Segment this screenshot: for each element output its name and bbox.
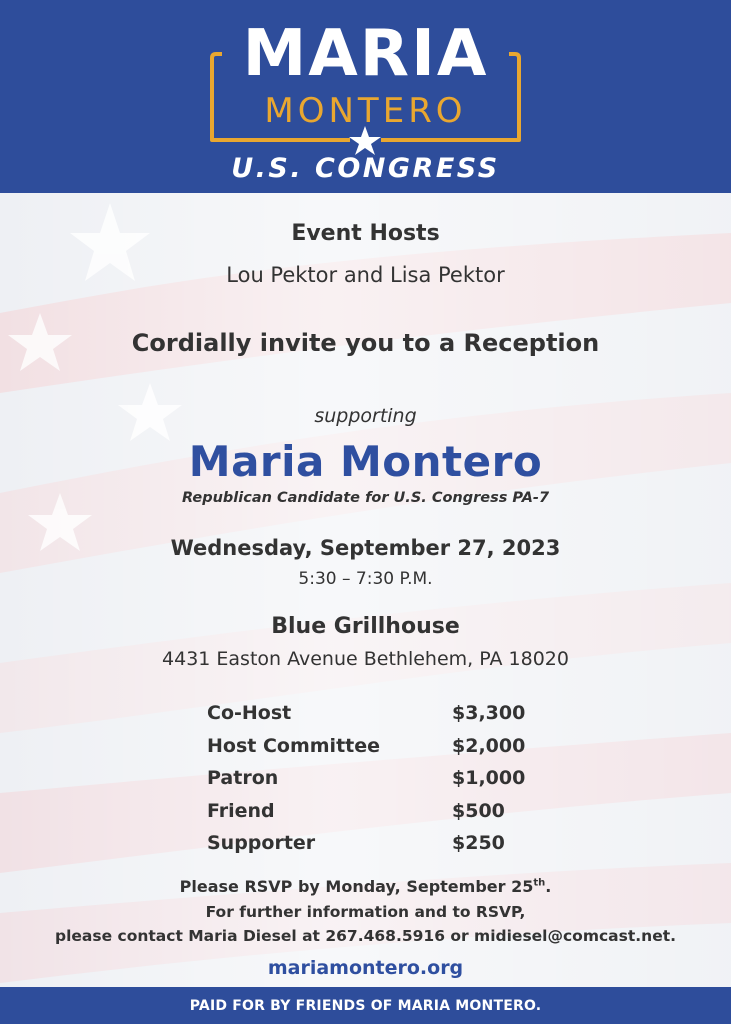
candidate-subtitle: Republican Candidate for U.S. Congress PA-7 — [181, 490, 550, 506]
logo-surname: MONTERO — [264, 91, 467, 131]
hosts-heading: Event Hosts — [291, 221, 440, 246]
flag-watermark — [0, 193, 731, 987]
host-names: Lou Pektor and Lisa Pektor — [226, 263, 505, 287]
flag-background — [0, 193, 731, 987]
contribution-levels — [207, 697, 547, 860]
level-amount: $3,300 — [452, 702, 526, 725]
level-name: Supporter — [207, 832, 316, 855]
level-amount: $500 — [452, 799, 505, 822]
level-row — [207, 827, 547, 860]
rsvp-ordinal: th — [533, 877, 546, 889]
supporting-text: supporting — [314, 405, 417, 427]
level-row — [207, 730, 547, 763]
rsvp-info-line2: please contact Maria Diesel at 267.468.5916 or midiesel@comcast.net. — [55, 927, 676, 945]
level-amount: $2,000 — [452, 734, 526, 757]
invitation-text: Cordially invite you to a Reception — [131, 329, 600, 357]
level-name: Host Committee — [207, 734, 381, 757]
website-link[interactable]: mariamontero.org — [267, 957, 464, 979]
rsvp-period: . — [545, 877, 552, 896]
candidate-name: Maria Montero — [188, 437, 543, 486]
event-address: 4431 Easton Avenue Bethlehem, PA 18020 — [162, 648, 569, 670]
level-name: Patron — [207, 767, 279, 790]
rsvp-info-line1: For further information and to RSVP, — [205, 903, 526, 921]
level-row — [207, 762, 547, 795]
level-row — [207, 697, 547, 730]
event-venue: Blue Grillhouse — [271, 614, 460, 639]
paid-for-footer: PAID FOR BY FRIENDS OF MARIA MONTERO. — [0, 987, 731, 1024]
event-date: Wednesday, September 27, 2023 — [170, 536, 561, 560]
logo-office: U.S. CONGRESS — [231, 153, 500, 184]
rsvp-deadline — [0, 877, 731, 896]
logo-name: MARIA — [242, 17, 489, 91]
rsvp-text: Please RSVP by Monday, September 25 — [179, 877, 534, 896]
level-name: Co-Host — [207, 702, 292, 725]
level-row — [207, 795, 547, 828]
level-amount: $250 — [452, 832, 505, 855]
level-amount: $1,000 — [452, 767, 526, 790]
level-name: Friend — [207, 799, 275, 822]
event-time: 5:30 – 7:30 P.M. — [298, 569, 433, 589]
